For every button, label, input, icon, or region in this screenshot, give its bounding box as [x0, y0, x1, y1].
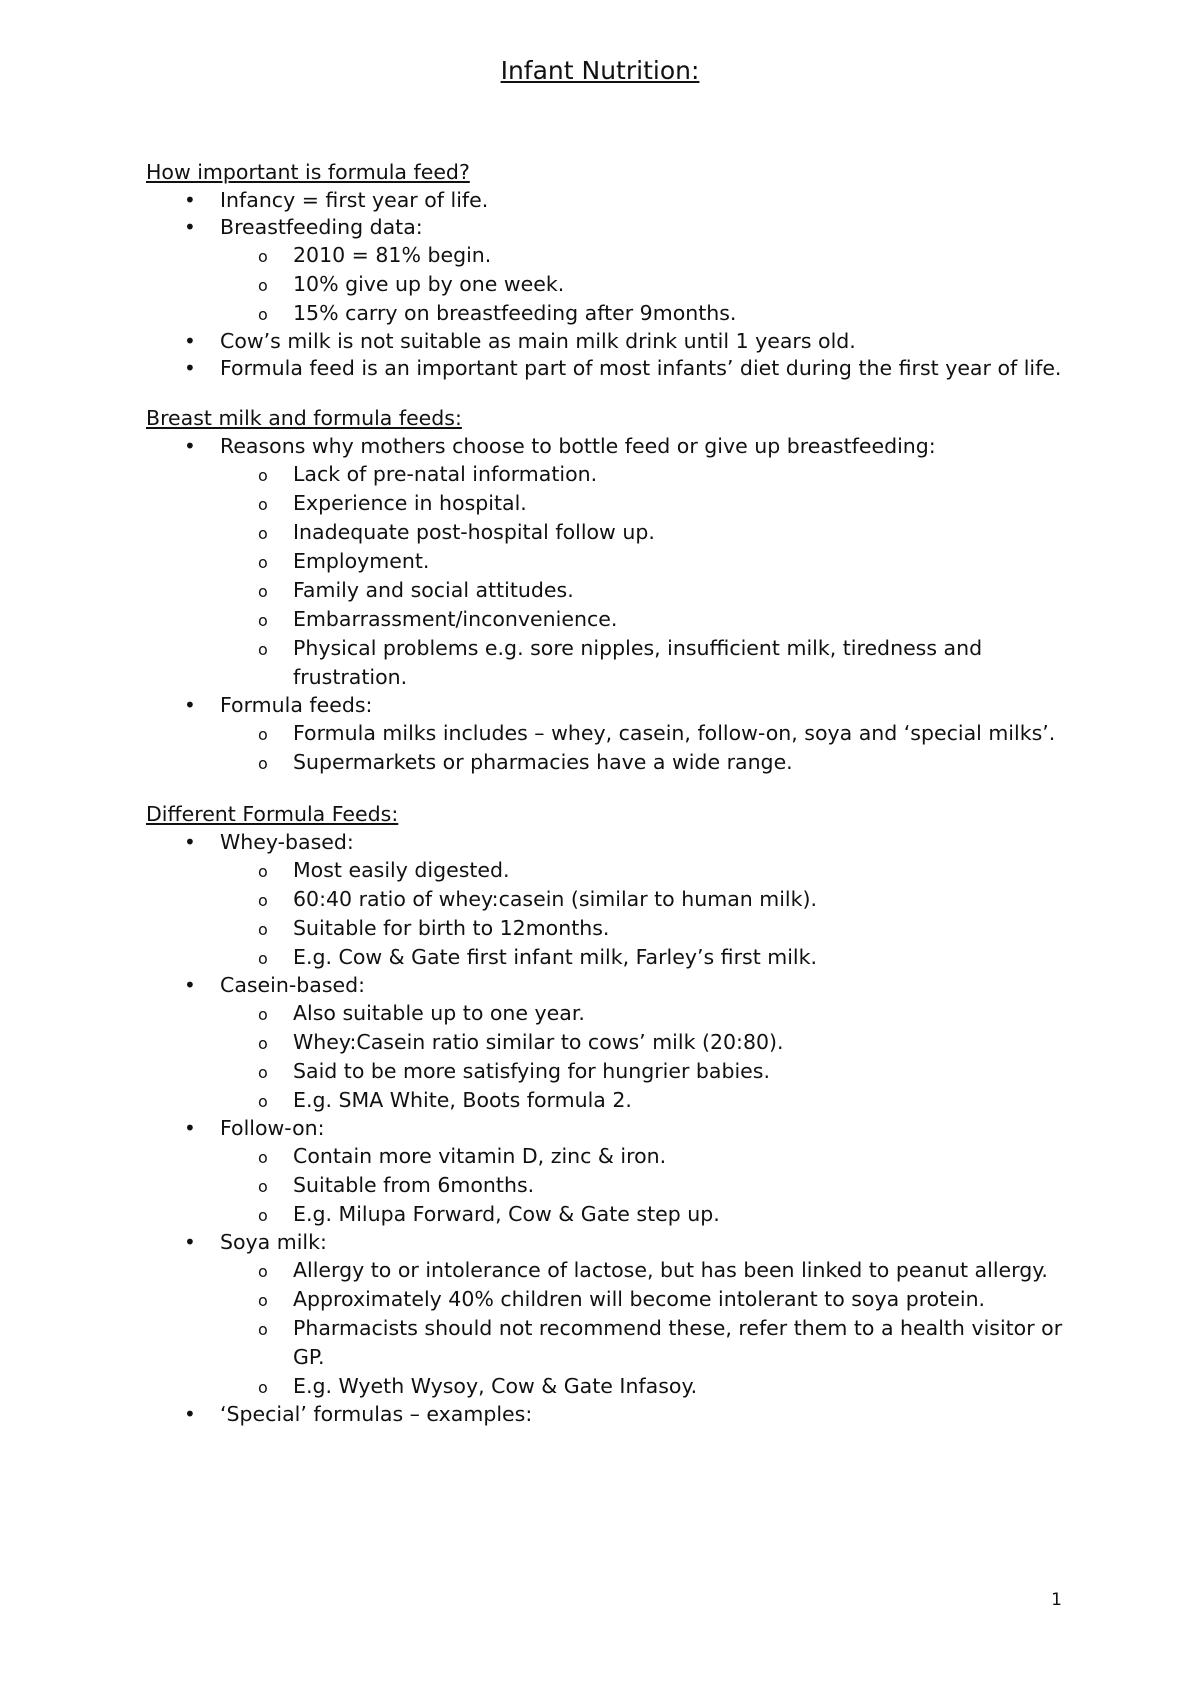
list-item-text: ‘Special’ formulas – examples:: [220, 1402, 533, 1426]
bullet-icon: •: [184, 1402, 196, 1426]
bullet-icon: •: [184, 329, 196, 353]
circle-bullet-icon: o: [258, 1063, 268, 1082]
sub-list-item: [0, 914, 1063, 943]
document-title: Infant Nutrition:: [500, 56, 700, 85]
circle-bullet-icon: o: [258, 1291, 268, 1310]
sub-list-item: [0, 1086, 1063, 1115]
section-list: [0, 433, 1200, 777]
sub-list-item: [0, 547, 1063, 576]
list-item-text: Soya milk:: [220, 1230, 327, 1254]
list-item: [0, 1229, 1070, 1256]
sub-list-item-text: Lack of pre-natal information.: [293, 462, 598, 486]
sub-list-item: [0, 885, 1063, 914]
sub-list-item: [0, 856, 1063, 885]
circle-bullet-icon: o: [258, 276, 268, 295]
bullet-icon: •: [184, 188, 196, 212]
sub-list-item: [0, 489, 1063, 518]
sub-list-item-text: Formula milks includes – whey, casein, follow-on, soya and ‘special milks’.: [293, 721, 1056, 745]
sub-list-item-text: Whey:Casein ratio similar to cows’ milk (20:80).: [293, 1030, 784, 1054]
sub-list-item-text: Contain more vitamin D, zinc & iron.: [293, 1144, 667, 1168]
sub-list-item-text: Employment.: [293, 549, 430, 573]
sub-list-item-text: Family and social attitudes.: [293, 578, 574, 602]
sub-list-item-text: 15% carry on breastfeeding after 9months.: [293, 301, 737, 325]
circle-bullet-icon: o: [258, 524, 268, 543]
section-list: [0, 187, 1200, 382]
list-item: [0, 355, 1070, 382]
sub-list-item: [0, 943, 1063, 972]
sub-list-item-text: Suitable from 6months.: [293, 1173, 535, 1197]
circle-bullet-icon: o: [258, 1177, 268, 1196]
sub-list-item: [0, 518, 1063, 547]
list-item-text: Reasons why mothers choose to bottle feed or give up breastfeeding:: [220, 434, 936, 458]
sub-list-item-text: Said to be more satisfying for hungrier babies.: [293, 1059, 770, 1083]
sub-list-item-text: E.g. Milupa Forward, Cow & Gate step up.: [293, 1202, 720, 1226]
circle-bullet-icon: o: [258, 949, 268, 968]
list-item-text: Breastfeeding data:: [220, 215, 423, 239]
section-list: [0, 829, 1200, 1428]
sub-list-item: [0, 1171, 1063, 1200]
circle-bullet-icon: o: [258, 725, 268, 744]
sub-list-item: [0, 1314, 1063, 1372]
list-item: [0, 829, 1070, 856]
circle-bullet-icon: o: [258, 611, 268, 630]
list-item: [0, 433, 1070, 460]
bullet-icon: •: [184, 434, 196, 458]
circle-bullet-icon: o: [258, 1148, 268, 1167]
sub-list-item: [0, 1028, 1063, 1057]
sub-list-item-text: Experience in hospital.: [293, 491, 527, 515]
sub-list-item-text: E.g. SMA White, Boots formula 2.: [293, 1088, 632, 1112]
sub-list-item-text: Physical problems e.g. sore nipples, insufficient milk, tiredness and frustration.: [293, 636, 983, 689]
circle-bullet-icon: o: [258, 582, 268, 601]
bullet-icon: •: [184, 215, 196, 239]
list-item: [0, 214, 1070, 241]
circle-bullet-icon: o: [258, 1034, 268, 1053]
sub-list-item-text: Inadequate post-hospital follow up.: [293, 520, 655, 544]
list-item: [0, 1115, 1070, 1142]
circle-bullet-icon: o: [258, 1320, 268, 1339]
sub-list-item: [0, 719, 1063, 748]
sub-list-item: [0, 299, 1063, 328]
bullet-icon: •: [184, 356, 196, 380]
sub-list-item: [0, 748, 1063, 777]
sub-list-item-text: Approximately 40% children will become intolerant to soya protein.: [293, 1287, 986, 1311]
circle-bullet-icon: o: [258, 862, 268, 881]
sub-list-item: [0, 1256, 1063, 1285]
sub-list-item-text: Embarrassment/inconvenience.: [293, 607, 618, 631]
circle-bullet-icon: o: [258, 920, 268, 939]
circle-bullet-icon: o: [258, 495, 268, 514]
circle-bullet-icon: o: [258, 891, 268, 910]
list-item-text: Follow-on:: [220, 1116, 325, 1140]
list-item-text: Cow’s milk is not suitable as main milk drink until 1 years old.: [220, 329, 856, 353]
circle-bullet-icon: o: [258, 754, 268, 773]
sub-list-item-text: E.g. Cow & Gate first infant milk, Farley’s first milk.: [293, 945, 818, 969]
bullet-icon: •: [184, 830, 196, 854]
bullet-icon: •: [184, 1116, 196, 1140]
sub-list-item: [0, 270, 1063, 299]
circle-bullet-icon: o: [258, 553, 268, 572]
list-item: [0, 692, 1070, 719]
section-heading: Different Formula Feeds:: [146, 802, 399, 826]
circle-bullet-icon: o: [258, 640, 268, 659]
sub-list-item-text: Allergy to or intolerance of lactose, but has been linked to peanut allergy.: [293, 1258, 1048, 1282]
sub-list-item: [0, 576, 1063, 605]
bullet-icon: •: [184, 1230, 196, 1254]
circle-bullet-icon: o: [258, 466, 268, 485]
sub-list-item: [0, 1142, 1063, 1171]
sub-list-item-text: 10% give up by one week.: [293, 272, 565, 296]
page-number: 1: [1051, 1590, 1062, 1610]
list-item: [0, 972, 1070, 999]
sub-list-item: [0, 460, 1063, 489]
sub-list-item: [0, 1200, 1063, 1229]
list-item: [0, 187, 1070, 214]
circle-bullet-icon: o: [258, 1092, 268, 1111]
sub-list-item-text: Pharmacists should not recommend these, refer them to a health visitor or GP.: [293, 1316, 1063, 1369]
circle-bullet-icon: o: [258, 1206, 268, 1225]
sub-list-item-text: E.g. Wyeth Wysoy, Cow & Gate Infasoy.: [293, 1374, 698, 1398]
sub-list-item: [0, 605, 1063, 634]
section-heading: How important is formula feed?: [146, 160, 470, 184]
sub-list-item-text: Supermarkets or pharmacies have a wide range.: [293, 750, 793, 774]
list-item: [0, 1401, 1070, 1428]
sub-list-item: [0, 1057, 1063, 1086]
circle-bullet-icon: o: [258, 305, 268, 324]
circle-bullet-icon: o: [258, 247, 268, 266]
sub-list-item-text: Suitable for birth to 12months.: [293, 916, 610, 940]
sub-list-item: [0, 241, 1063, 270]
circle-bullet-icon: o: [258, 1262, 268, 1281]
sub-list-item-text: 60:40 ratio of whey:casein (similar to human milk).: [293, 887, 818, 911]
sub-list-item-text: Also suitable up to one year.: [293, 1001, 585, 1025]
list-item-text: Formula feeds:: [220, 693, 373, 717]
list-item-text: Infancy = first year of life.: [220, 188, 489, 212]
sub-list-item: [0, 999, 1063, 1028]
sub-list-item: [0, 1285, 1063, 1314]
bullet-icon: •: [184, 973, 196, 997]
sub-list-item: [0, 1372, 1063, 1401]
list-item-text: Casein-based:: [220, 973, 366, 997]
list-item: [0, 328, 1070, 355]
circle-bullet-icon: o: [258, 1378, 268, 1397]
bullet-icon: •: [184, 693, 196, 717]
sub-list-item-text: Most easily digested.: [293, 858, 510, 882]
sub-list-item-text: 2010 = 81% begin.: [293, 243, 492, 267]
section-heading: Breast milk and formula feeds:: [146, 406, 462, 430]
list-item-text: Whey-based:: [220, 830, 354, 854]
sub-list-item: [0, 634, 1063, 692]
list-item-text: Formula feed is an important part of most infants’ diet during the first year of life.: [220, 356, 1062, 380]
circle-bullet-icon: o: [258, 1005, 268, 1024]
